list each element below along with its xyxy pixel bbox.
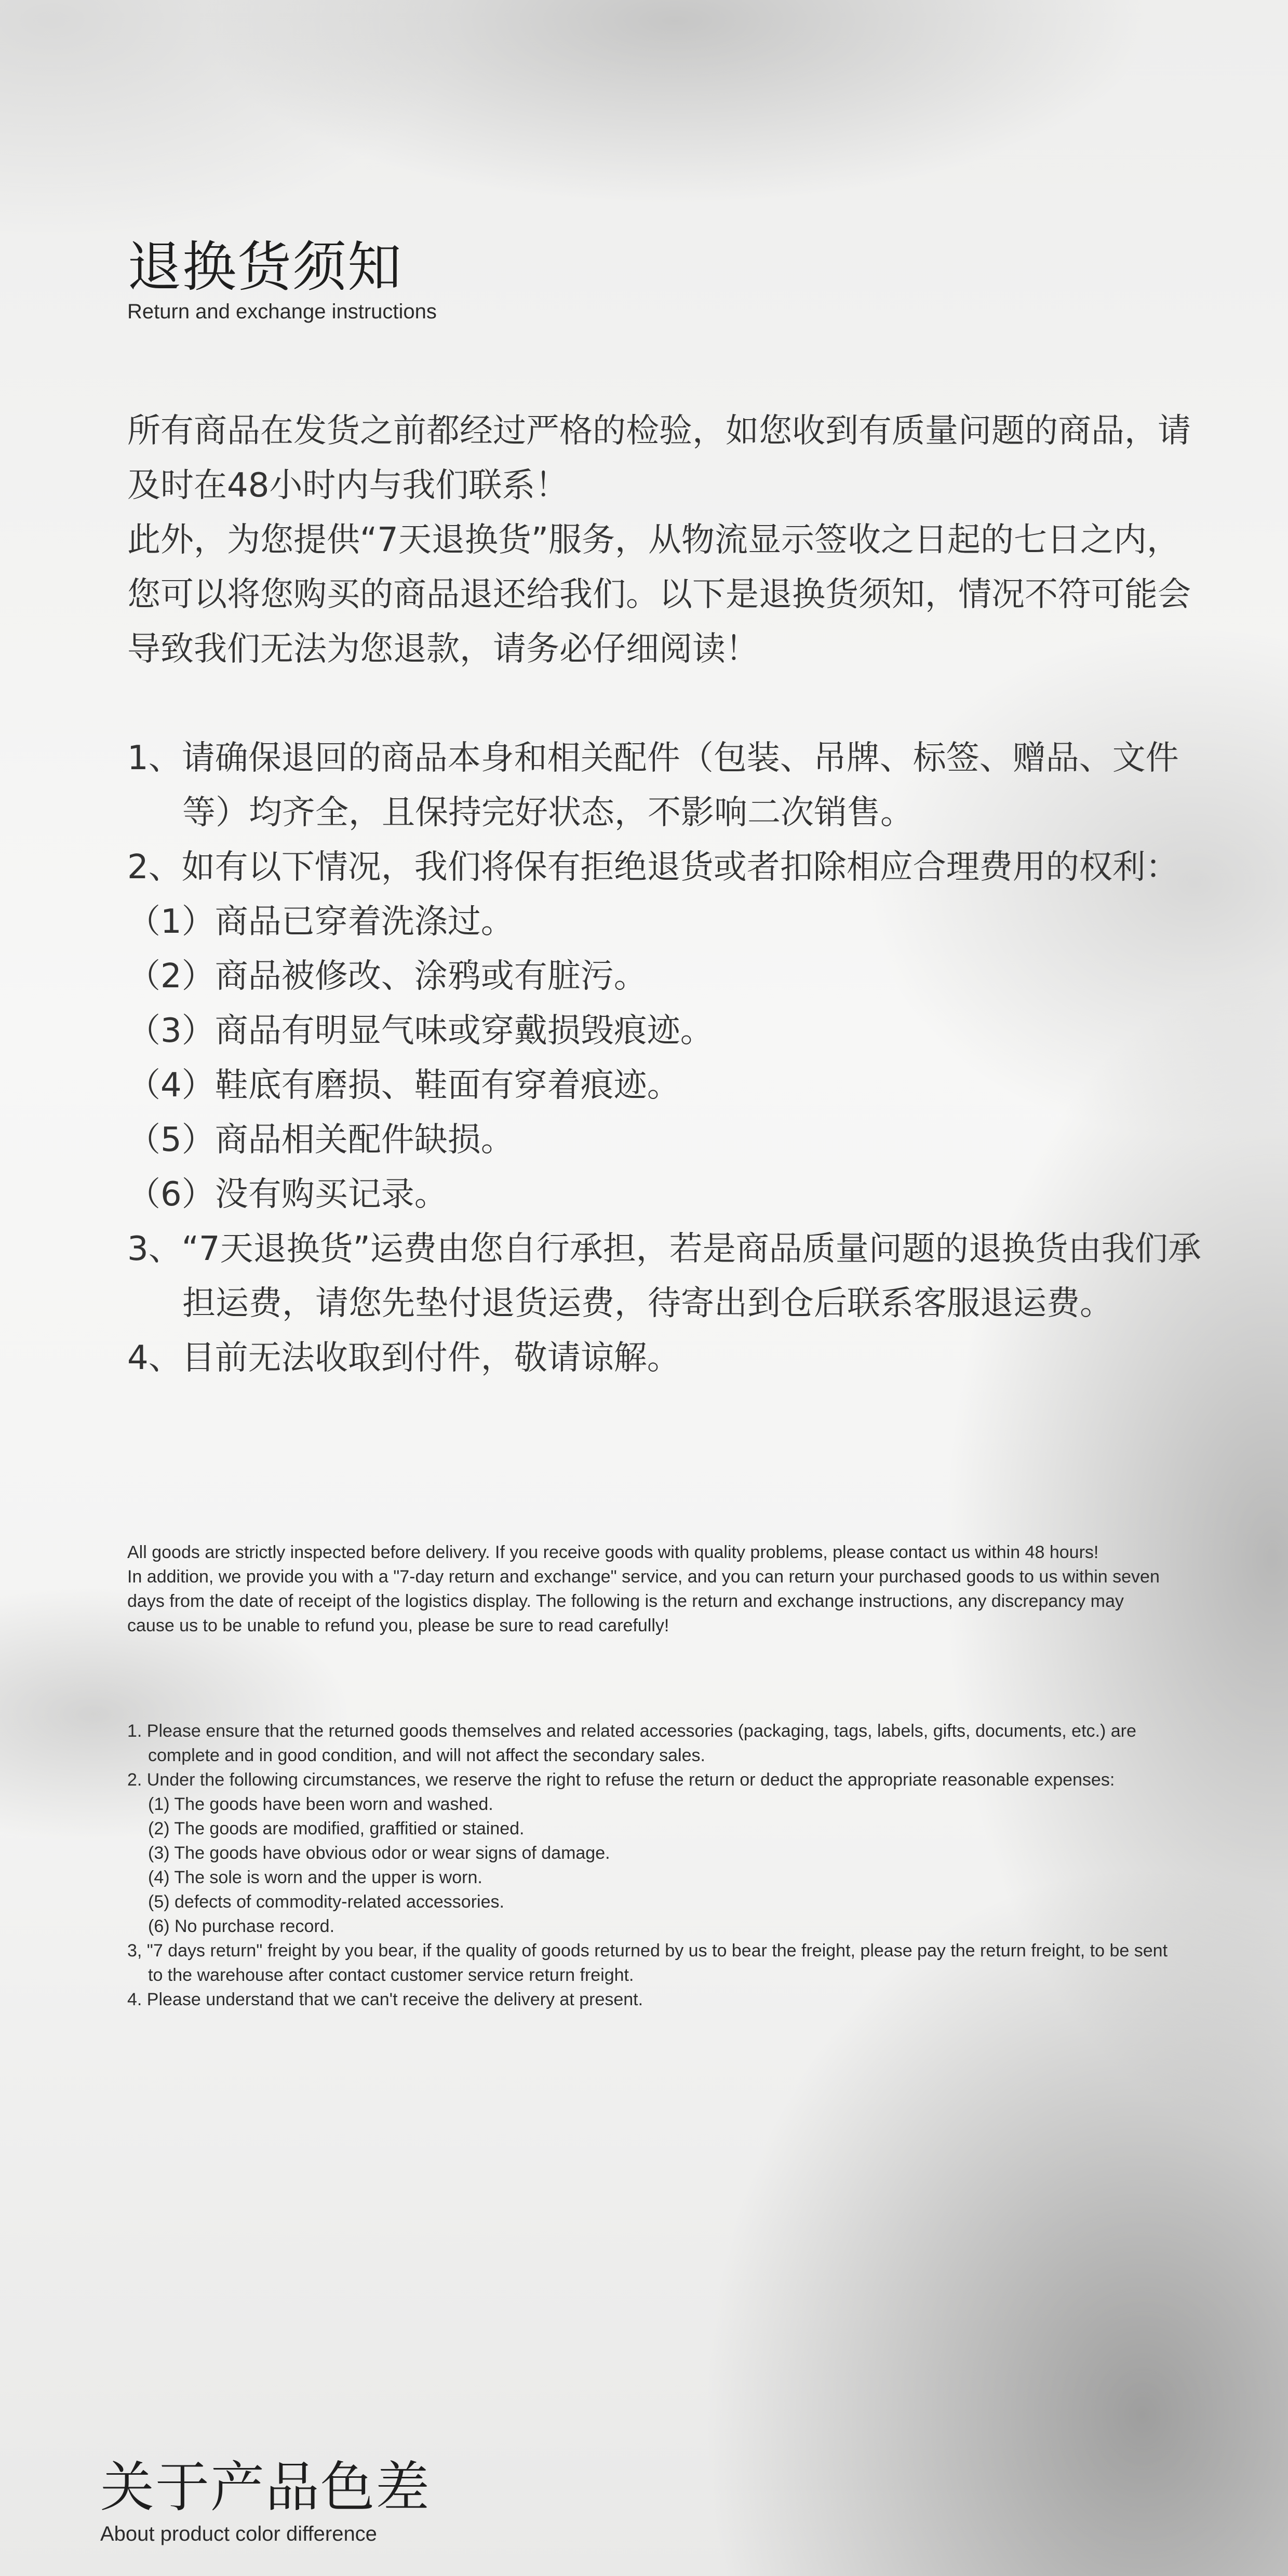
return-intro-en (127, 1540, 1171, 1638)
rule-subitem: （6）没有购买记录。 (127, 1175, 448, 1214)
rule-subitem-en: (3) The goods have obvious odor or wear signs of damage. (148, 1843, 610, 1863)
return-intro-cn (127, 404, 1208, 677)
intro-paragraph-en: All goods are strictly inspected before delivery. If you receive goods with quality problems, please contact us within 48 hours! (127, 1542, 1099, 1562)
rule-item: 4、目前无法收取到付件，敬请谅解。 (127, 1339, 680, 1377)
rule-item: 2、如有以下情况，我们将保有拒绝退货或者扣除相应合理费用的权利： (127, 848, 1179, 887)
rule-subitem-en: (2) The goods are modified, graffitied or stained. (148, 1819, 525, 1839)
return-section-subtitle: Return and exchange instructions (127, 300, 437, 323)
intro-paragraph: 所有商品在发货之前都经过严格的检验，如您收到有质量问题的商品，请及时在48小时内与我们联系！ (127, 412, 1191, 505)
rule-subitem: （4）鞋底有磨损、鞋面有穿着痕迹。 (127, 1066, 680, 1105)
rule-item-en: 1. Please ensure that the returned goods themselves and related accessories (packaging, tags, labels, gifts, documents, etc.) are complete and in good condition, and will not affect the secondary sales. (127, 1721, 1136, 1765)
rule-subitem: （2）商品被修改、涂鸦或有脏污。 (127, 957, 647, 996)
rule-item-en: 3, "7 days return" freight by you bear, if the quality of goods returned by us to bear the freight, please pay the return freight, to be sent to the warehouse after contact customer service return freight. (127, 1941, 1168, 1985)
rule-item-en: 4. Please understand that we can't receive the delivery at present. (127, 1990, 643, 2009)
rule-subitem: （5）商品相关配件缺损。 (127, 1121, 514, 1159)
return-rules-cn (127, 731, 1208, 1386)
rule-subitem: （1）商品已穿着洗涤过。 (127, 903, 514, 941)
rule-subitem: （3）商品有明显气味或穿戴损毁痕迹。 (127, 1012, 714, 1050)
rule-subitem-en: (1) The goods have been worn and washed. (148, 1794, 493, 1814)
return-section-title: 退换货须知 (127, 235, 403, 299)
rule-subitem-en: (6) No purchase record. (148, 1916, 335, 1936)
color-section-subtitle: About product color difference (100, 2523, 377, 2545)
rule-subitem-en: (4) The sole is worn and the upper is worn. (148, 1868, 482, 1887)
intro-paragraph: 此外，为您提供“7天退换货”服务，从物流显示签收之日起的七日之内，您可以将您购买的商品退还给我们。以下是退换货须知，情况不符可能会导致我们无法为您退款，请务必仔细阅读！ (127, 521, 1191, 668)
rule-item: 1、请确保退回的商品本身和相关配件（包装、吊牌、标签、赠品、文件等）均齐全，且保持完好状态，不影响二次销售。 (127, 739, 1179, 832)
color-section-title: 关于产品色差 (100, 2456, 431, 2519)
rule-item-en: 2. Under the following circumstances, we reserve the right to refuse the return or deduct the appropriate reasonable expenses: (127, 1770, 1115, 1790)
return-rules-en (127, 1719, 1171, 2012)
rule-subitem-en: (5) defects of commodity-related accessories. (148, 1892, 504, 1912)
intro-paragraph-en: In addition, we provide you with a "7-day return and exchange" service, and you can return your purchased goods to us within seven days from the date of receipt of the logistics display. The following is the return and exchange instructions, any discrepancy may cause us to be unable to refund you, please be sure to read carefully! (127, 1567, 1160, 1635)
rule-item: 3、“7天退换货”运费由您自行承担，若是商品质量问题的退换货由我们承担运费，请您先垫付退货运费，待寄出到仓后联系客服退运费。 (127, 1230, 1201, 1323)
